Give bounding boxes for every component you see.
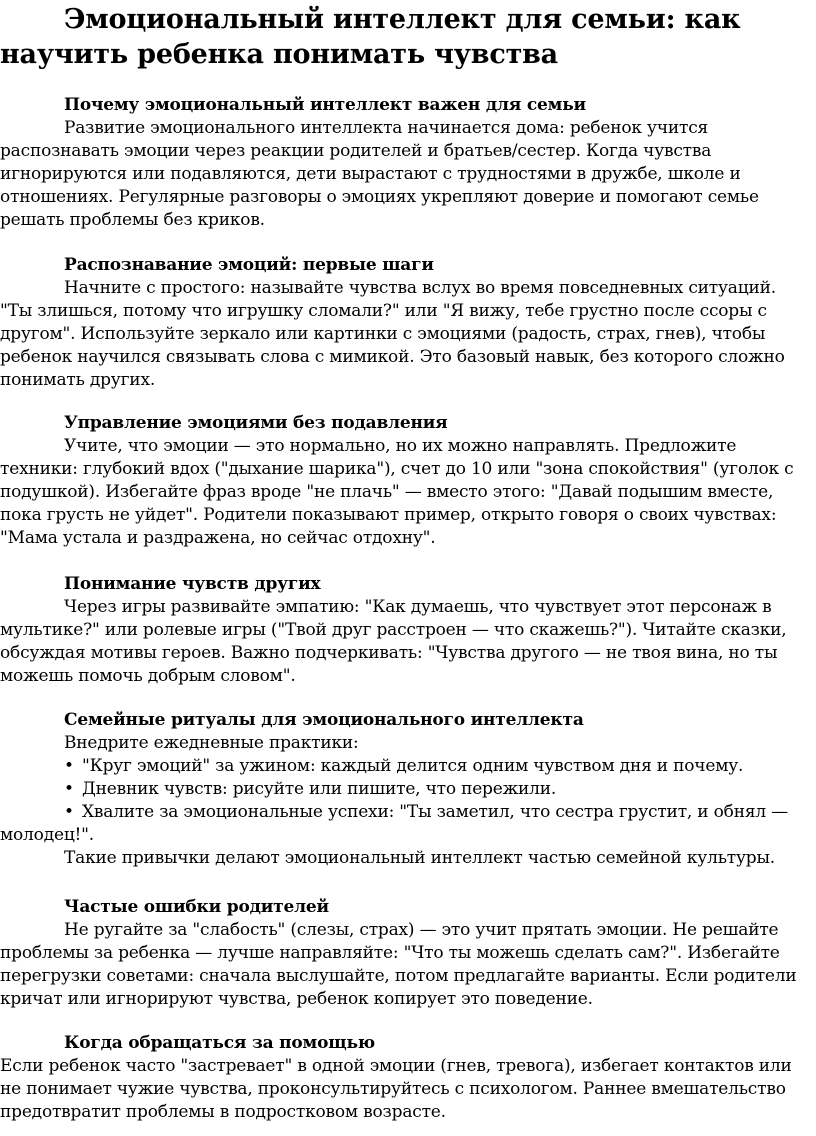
list-item xyxy=(0,755,812,778)
bullet-icon: • xyxy=(64,756,74,776)
section-when-to-seek-help xyxy=(0,1032,812,1124)
bullet-icon: • xyxy=(64,779,74,799)
section-paragraph: Развитие эмоционального интеллекта начинается дома: ребенок учится распознавать эмоции через реакции родителей и братьев/сестер. Когда чувства игнорируются или подавляются, дети вырастают с трудностями в дружбе, школе и отношениях. Регулярные разговоры о эмоциях укрепляют доверие и помогают семье решать проблемы без криков. xyxy=(0,118,759,230)
bullet-icon: • xyxy=(64,802,74,822)
section-paragraph: Учите, что эмоции — это нормально, но их можно направлять. Предложите техники: глубокий вдох ("дыхание шарика"), счет до 10 или "зона спокойствия" (уголок с подушкой). Избегайте фраз вроде "не плачь" — вместо этого: "Давай подышим вместе, пока грусть не уйдет". Родители показывают пример, открыто говоря о своих чувствах: "Мама устала и раздражена, но сейчас отдохну". xyxy=(0,436,794,548)
section-heading: Почему эмоциональный интеллект важен для семьи xyxy=(64,95,586,115)
section-why-important xyxy=(0,94,812,232)
list-item-text: "Круг эмоций" за ужином: каждый делится одним чувством дня и почему. xyxy=(82,756,744,776)
section-paragraph: Если ребенок часто "застревает" в одной эмоции (гнев, тревога), избегает контактов или не понимает чужие чувства, проконсультируйтесь с психологом. Раннее вмешательство предотвратит проблемы в подростковом возрасте. xyxy=(0,1056,792,1122)
section-heading: Распознавание эмоций: первые шаги xyxy=(64,255,434,275)
section-family-rituals xyxy=(0,709,812,870)
section-common-mistakes xyxy=(0,896,812,1011)
section-heading: Семейные ритуалы для эмоционального интеллекта xyxy=(64,710,584,730)
section-outro: Такие привычки делают эмоциональный интеллект частью семейной культуры. xyxy=(64,848,775,868)
section-heading: Частые ошибки родителей xyxy=(64,897,329,917)
ritual-list xyxy=(0,755,812,847)
document-title: Эмоциональный интеллект для семьи: как научить ребенка понимать чувства xyxy=(0,4,741,70)
section-paragraph: Через игры развивайте эмпатию: "Как думаешь, что чувствует этот персонаж в мультике?" или ролевые игры ("Твой друг расстроен — что скажешь?"). Читайте сказки, обсуждая мотивы героев. Важно подчеркивать: "Чувства другого — не твоя вина, но ты можешь помочь добрым словом". xyxy=(0,597,787,686)
section-managing-emotions xyxy=(0,412,812,550)
section-heading: Понимание чувств других xyxy=(64,574,321,594)
list-item-text: Дневник чувств: рисуйте или пишите, что пережили. xyxy=(82,779,557,799)
section-heading: Управление эмоциями без подавления xyxy=(64,413,448,433)
list-item-text: Хвалите за эмоциональные успехи: "Ты заметил, что сестра грустит, и обнял — молодец!". xyxy=(0,802,788,845)
section-paragraph: Не ругайте за "слабость" (слезы, страх) — это учит прятать эмоции. Не решайте проблемы за ребенка — лучше направляйте: "Что ты можешь сделать сам?". Избегайте перегрузки советами: сначала выслушайте, потом предлагайте варианты. Если родители кричат или игнорируют чувства, ребенок копирует это поведение. xyxy=(0,920,797,1009)
section-intro: Внедрите ежедневные практики: xyxy=(64,733,359,753)
section-paragraph: Начните с простого: называйте чувства вслух во время повседневных ситуаций. "Ты злишься, потому что игрушку сломали?" или "Я вижу, тебе грустно после ссоры с другом". Используйте зеркало или картинки с эмоциями (радость, страх, гнев), чтобы ребенок научился связывать слова с мимикой. Это базовый навык, без которого сложно понимать других. xyxy=(0,278,785,390)
section-heading: Когда обращаться за помощью xyxy=(64,1033,376,1053)
list-item xyxy=(0,801,812,847)
section-recognizing-emotions xyxy=(0,254,812,392)
list-item xyxy=(0,778,812,801)
section-understanding-others xyxy=(0,573,812,688)
